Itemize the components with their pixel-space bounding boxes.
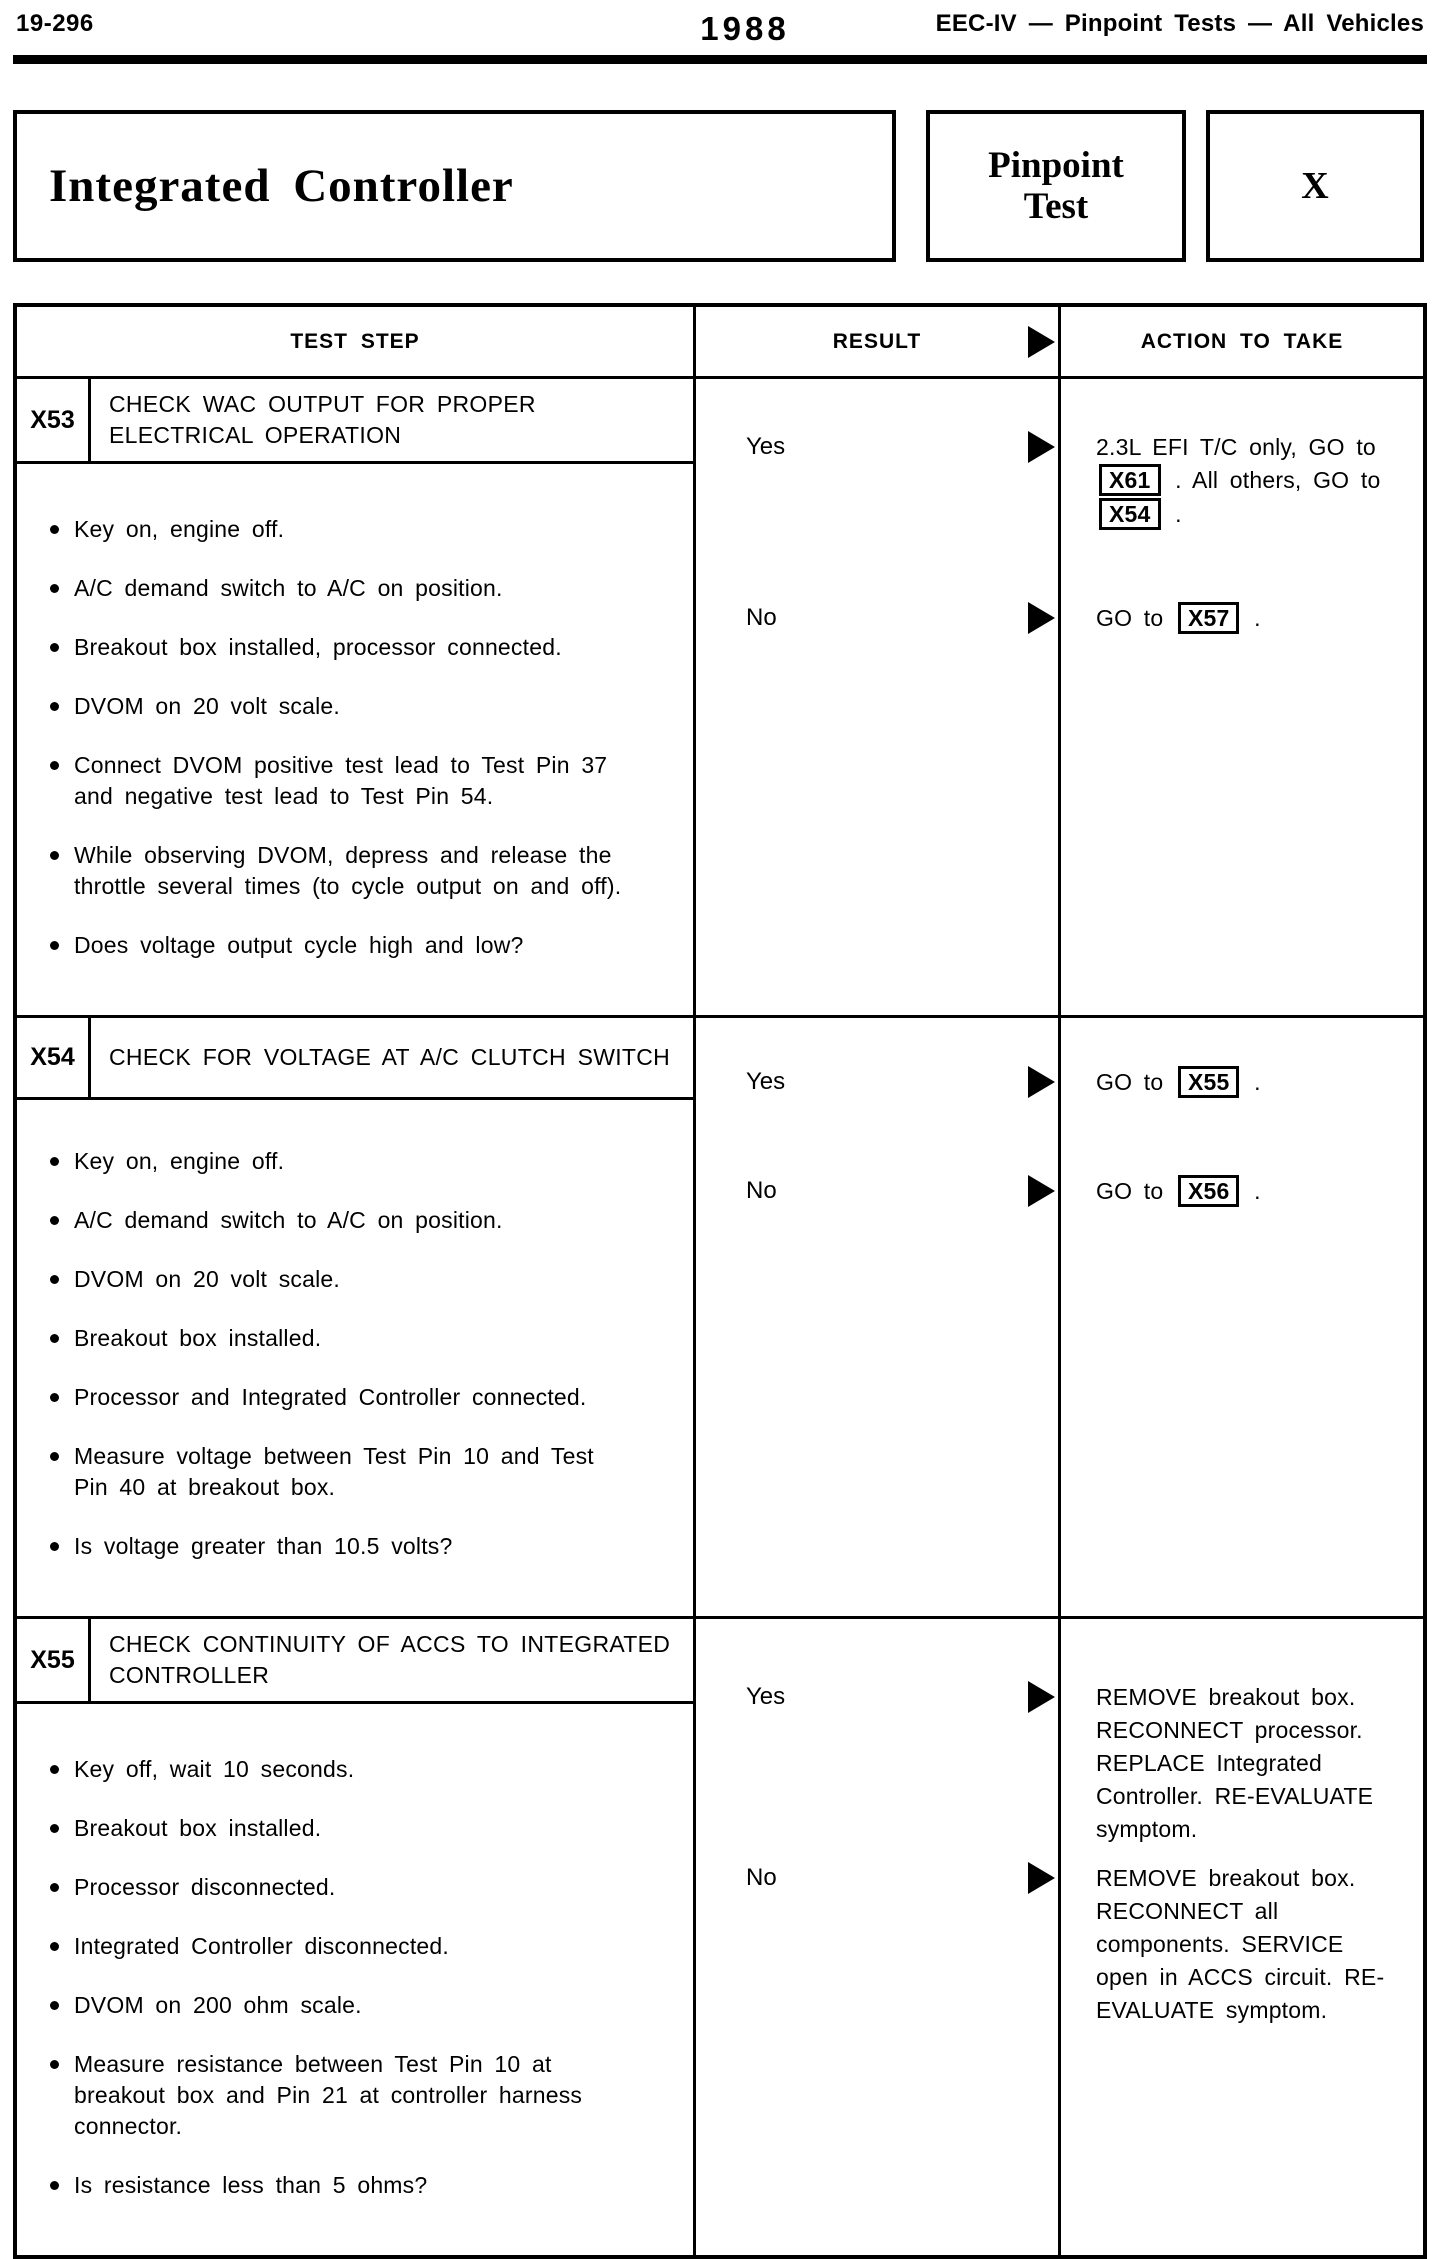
instruction-item: Connect DVOM positive test lead to Test Pin 37 and negative test lead to Test Pin 54. xyxy=(47,750,639,812)
instruction-item: A/C demand switch to A/C on position. xyxy=(47,573,639,604)
result-arrow-icon xyxy=(1028,1862,1055,1894)
result-cell xyxy=(696,1175,1058,1209)
test-section-x55 xyxy=(17,1616,1423,2255)
result-arrow-icon xyxy=(1028,1066,1055,1098)
test-step-reference: X55 xyxy=(1178,1066,1240,1098)
step-title: CHECK FOR VOLTAGE AT A/C CLUTCH SWITCH xyxy=(109,1044,671,1070)
instruction-item: A/C demand switch to A/C on position. xyxy=(47,1205,639,1236)
column-divider xyxy=(1058,1619,1061,2255)
result-header-label: RESULT xyxy=(832,329,922,353)
step-instructions xyxy=(17,1704,693,2255)
step-id-badge: X54 xyxy=(17,1018,91,1097)
header-rule xyxy=(13,55,1427,64)
column-divider xyxy=(1058,379,1061,1015)
result-cell xyxy=(696,1681,1058,1846)
result-cell xyxy=(696,431,1058,532)
result-arrow-icon xyxy=(1028,1681,1055,1713)
result-cell xyxy=(696,1862,1058,2027)
result-label: No xyxy=(746,1864,777,1891)
instruction-item: DVOM on 200 ohm scale. xyxy=(47,1990,639,2021)
instruction-item: Breakout box installed, processor connected. xyxy=(47,632,639,663)
test-step-column xyxy=(17,1018,693,1616)
title-row xyxy=(13,110,1427,262)
pinpoint-label-line1: Pinpoint xyxy=(988,144,1124,186)
page-number: 19-296 xyxy=(16,10,94,37)
instruction-item: DVOM on 20 volt scale. xyxy=(47,1264,639,1295)
instruction-item: Is voltage greater than 10.5 volts? xyxy=(47,1531,639,1562)
result-cell xyxy=(696,1066,1058,1100)
test-step-column xyxy=(17,379,693,1015)
step-instructions xyxy=(17,464,693,1015)
result-arrow-icon xyxy=(1028,326,1055,358)
instruction-item: Measure voltage between Test Pin 10 and Test Pin 40 at breakout box. xyxy=(47,1441,639,1503)
step-instructions xyxy=(17,1100,693,1616)
action-header-cell: ACTION TO TAKE xyxy=(1058,307,1423,376)
result-label: No xyxy=(746,604,777,631)
result-arrow-icon xyxy=(1028,602,1055,634)
result-action-columns xyxy=(693,1619,1423,2255)
instruction-item: Key on, engine off. xyxy=(47,1146,639,1177)
test-section-x53 xyxy=(17,379,1423,1015)
test-title: Integrated Controller xyxy=(49,160,514,212)
result-label: No xyxy=(746,1177,777,1204)
instruction-item: Processor disconnected. xyxy=(47,1872,639,1903)
test-step-column xyxy=(17,1619,693,2255)
instruction-item: Key on, engine off. xyxy=(47,514,639,545)
test-letter-box xyxy=(1206,110,1424,262)
pinpoint-test-box xyxy=(926,110,1186,262)
pinpoint-label-line2: Test xyxy=(1023,186,1089,227)
test-title-box xyxy=(13,110,896,262)
result-arrow-icon xyxy=(1028,431,1055,463)
step-band xyxy=(17,1619,693,1704)
result-cell xyxy=(696,602,1058,636)
instruction-item: DVOM on 20 volt scale. xyxy=(47,691,639,722)
test-step-reference: X61 xyxy=(1099,464,1161,496)
action-text: GO to X56 . xyxy=(1058,1175,1408,1209)
pinpoint-test-table xyxy=(13,303,1427,2259)
step-title: CHECK WAC OUTPUT FOR PROPER ELECTRICAL OPERATION xyxy=(109,391,536,448)
result-header-cell xyxy=(693,307,1058,376)
table-header-row xyxy=(17,307,1423,379)
instruction-item: Key off, wait 10 seconds. xyxy=(47,1754,639,1785)
step-id-badge: X53 xyxy=(17,379,91,461)
test-letter: X xyxy=(1301,165,1329,207)
test-step-reference: X54 xyxy=(1099,498,1161,530)
instruction-item: While observing DVOM, depress and release the throttle several times (to cycle output on and off). xyxy=(47,840,639,902)
test-sections xyxy=(17,379,1423,2255)
test-step-header-cell: TEST STEP xyxy=(290,329,420,353)
column-divider xyxy=(1058,1018,1061,1616)
instruction-item: Processor and Integrated Controller connected. xyxy=(47,1382,639,1413)
header-section-title: EEC-IV — Pinpoint Tests — All Vehicles xyxy=(935,10,1424,37)
result-label: Yes xyxy=(746,433,786,460)
instruction-item: Breakout box installed. xyxy=(47,1813,639,1844)
result-arrow-icon xyxy=(1028,1175,1055,1207)
action-text: REMOVE breakout box. RECONNECT all components. SERVICE open in ACCS circuit. RE-EVALUATE symptom. xyxy=(1096,1865,1385,2023)
result-label: Yes xyxy=(746,1683,786,1710)
page-header xyxy=(0,10,1440,48)
action-text: GO to X55 . xyxy=(1058,1066,1408,1100)
action-text: 2.3L EFI T/C only, GO to X61 . All others, GO to X54 . xyxy=(1058,431,1408,532)
instruction-item: Does voltage output cycle high and low? xyxy=(47,930,639,961)
instruction-item: Is resistance less than 5 ohms? xyxy=(47,2170,639,2201)
step-id-badge: X55 xyxy=(17,1619,91,1701)
test-section-x54 xyxy=(17,1015,1423,1616)
action-text: REMOVE breakout box. RECONNECT processor. REPLACE Integrated Controller. RE-EVALUATE symptom. xyxy=(1096,1684,1374,1842)
result-action-columns xyxy=(693,1018,1423,1616)
instruction-item: Integrated Controller disconnected. xyxy=(47,1931,639,1962)
test-step-reference: X56 xyxy=(1178,1175,1240,1207)
year-stamp: 1988 xyxy=(700,10,790,47)
action-text: GO to X57 . xyxy=(1058,602,1408,636)
step-band xyxy=(17,379,693,464)
result-label: Yes xyxy=(746,1068,786,1095)
result-action-columns xyxy=(693,379,1423,1015)
step-band xyxy=(17,1018,693,1100)
instruction-item: Measure resistance between Test Pin 10 at breakout box and Pin 21 at controller harness connector. xyxy=(47,2049,639,2142)
step-title: CHECK CONTINUITY OF ACCS TO INTEGRATED CONTROLLER xyxy=(109,1631,671,1688)
instruction-item: Breakout box installed. xyxy=(47,1323,639,1354)
test-step-reference: X57 xyxy=(1178,602,1240,634)
